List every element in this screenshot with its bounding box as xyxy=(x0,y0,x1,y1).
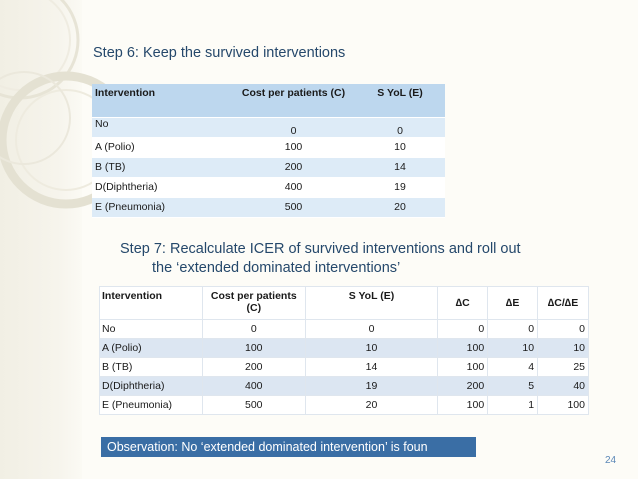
page-number: 24 xyxy=(605,455,617,466)
table-row xyxy=(92,117,445,137)
table-cell: E (Pneumonia) xyxy=(92,197,232,217)
step7-title-line1: Step 7: Recalculate ICER of survived interventions and roll out xyxy=(120,241,521,257)
table-cell: 100 xyxy=(202,339,305,358)
table-cell: 100 xyxy=(438,396,488,415)
table-cell: No xyxy=(100,320,203,339)
table-cell: 19 xyxy=(355,177,445,197)
table-cell: A (Polio) xyxy=(100,339,203,358)
table-cell: 100 xyxy=(438,358,488,377)
table-cell: 500 xyxy=(202,396,305,415)
observation-banner: Observation: No ‘extended dominated intervention’ is foun xyxy=(101,437,476,457)
table-cell: No xyxy=(92,117,232,137)
header-cell: S YoL (E) xyxy=(355,84,445,117)
table-cell: 0 xyxy=(438,320,488,339)
table-cell: 10 xyxy=(538,339,589,358)
step7-title-line2: the ‘extended dominated interventions’ xyxy=(152,260,401,276)
table-cell: D(Diphtheria) xyxy=(100,377,203,396)
header-cell: S YoL (E) xyxy=(305,287,438,320)
step7-table xyxy=(99,286,589,415)
table-cell: 5 xyxy=(488,377,538,396)
table-cell: 20 xyxy=(355,197,445,217)
table-cell: B (TB) xyxy=(100,358,203,377)
table-row xyxy=(92,197,445,217)
table-cell: 400 xyxy=(232,177,355,197)
step6-table xyxy=(92,84,445,218)
table-cell: 1 xyxy=(488,396,538,415)
table-cell: 0 xyxy=(355,117,445,137)
header-cell: Cost per patients (C) xyxy=(232,84,355,117)
table-cell: 0 xyxy=(232,117,355,137)
table-row xyxy=(100,339,589,358)
table-cell: 100 xyxy=(438,339,488,358)
header-cell: Intervention xyxy=(92,84,232,117)
table-cell: 25 xyxy=(538,358,589,377)
header-cell: Intervention xyxy=(100,287,203,320)
header-cell: ∆C/∆E xyxy=(538,287,589,320)
step6-title: Step 6: Keep the survived interventions xyxy=(93,45,346,61)
table-cell: 0 xyxy=(488,320,538,339)
table-row xyxy=(92,137,445,157)
table-cell: 500 xyxy=(232,197,355,217)
table-cell: 14 xyxy=(355,157,445,177)
table-cell: B (TB) xyxy=(92,157,232,177)
table-cell: 0 xyxy=(202,320,305,339)
table-row xyxy=(100,377,589,396)
table-header-row xyxy=(100,287,589,320)
table-cell: 200 xyxy=(232,157,355,177)
table-cell: 400 xyxy=(202,377,305,396)
table-cell: E (Pneumonia) xyxy=(100,396,203,415)
table-header-row xyxy=(92,84,445,117)
table-cell: 200 xyxy=(202,358,305,377)
table-cell: 100 xyxy=(232,137,355,157)
table-row xyxy=(92,157,445,177)
table-cell: 10 xyxy=(488,339,538,358)
table-cell: 0 xyxy=(305,320,438,339)
table-row xyxy=(100,396,589,415)
table-cell: 40 xyxy=(538,377,589,396)
table-row xyxy=(92,177,445,197)
table-row xyxy=(100,320,589,339)
step7-title xyxy=(120,240,521,278)
table-cell: 4 xyxy=(488,358,538,377)
table-cell: 100 xyxy=(538,396,589,415)
table-cell: 0 xyxy=(538,320,589,339)
table-cell: D(Diphtheria) xyxy=(92,177,232,197)
header-cell: ∆C xyxy=(438,287,488,320)
table-cell: 10 xyxy=(355,137,445,157)
header-cell: Cost per patients (C) xyxy=(202,287,305,320)
table-cell: 200 xyxy=(438,377,488,396)
table-cell: 14 xyxy=(305,358,438,377)
table-cell: 20 xyxy=(305,396,438,415)
table-cell: A (Polio) xyxy=(92,137,232,157)
table-cell: 10 xyxy=(305,339,438,358)
table-cell: 19 xyxy=(305,377,438,396)
header-cell: ∆E xyxy=(488,287,538,320)
table-row xyxy=(100,358,589,377)
